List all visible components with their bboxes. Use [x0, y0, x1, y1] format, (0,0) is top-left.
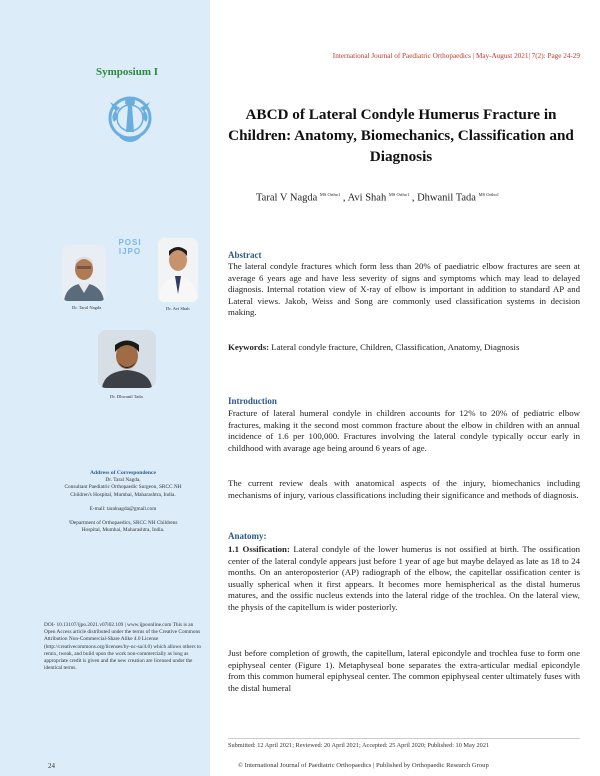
copyright-line: © International Journal of Paediatric Orthopaedics | Published by Orthopaedic Research Group — [238, 762, 489, 769]
correspondence-title: Address of Correspondence — [90, 470, 156, 476]
keywords-label: Keywords: — [228, 342, 270, 352]
abstract-heading: Abstract — [228, 250, 262, 260]
author-3: , Dhwanil Tada — [411, 192, 476, 204]
symposium-label: Symposium I — [96, 66, 159, 78]
introduction-heading: Introduction — [228, 396, 277, 406]
article-title: ABCD of Lateral Condyle Humerus Fracture in Children: Anatomy, Biomechanics, Classification and Diagnosis — [228, 106, 574, 165]
page-number: 24 — [48, 762, 55, 770]
affiliation-line1: ¹Department of Orthopaedics, SRCC NH Childrens — [68, 520, 178, 527]
author-photo-nagda — [62, 245, 106, 301]
photo-caption-nagda: Dr. Taral Nagda — [72, 305, 102, 310]
correspondence-email: E-mail: taralnagda@gmail.com — [89, 505, 157, 512]
logo-emblem-icon — [98, 88, 162, 152]
ossification-label: 1.1 Ossification: — [228, 544, 290, 554]
license-text: DOI- 10.13107/ijpo.2021.v07i02.109 | www.ijpoonline.com This is an Open Access article distributed under the terms of the Creative Commons Attribution Non-Commercial-Share Alike 4.0 License (http://creativecommons.org/licenses/by-nc-sa/4.0) which allows others to remix, tweak, and build upon the work non-commercially as long as appropriate credit is given and the new creation are licensed under the identical terms. — [44, 622, 202, 672]
author-3-sup: 1 — [496, 192, 499, 197]
author-2-degree: MS Ortho — [388, 192, 407, 197]
logo-text-posi: POSI — [118, 238, 142, 247]
author-2-sup: 1 — [406, 192, 410, 197]
author-1-degree: MS Ortho — [319, 192, 339, 197]
author-1-sup: 1 — [338, 192, 341, 197]
anatomy-p2: Just before completion of growth, the capitellum, lateral epicondyle and trochlea fuse to form one epiphyseal center (Figure 1). Metaphyseal bone separates the extra-articular medial epicondyle from this common humeral epiphyseal center. The common epiphyseal center ultimately fuses with the distal humeral — [228, 648, 580, 693]
photo-caption-shah: Dr. Avi Shah — [166, 306, 190, 311]
introduction-p1: Fracture of lateral humeral condyle in children accounts for 12% to 20% of pediatric elbow fractures, making it the second most common fracture about the elbow in children with an annual incidence of 1.6 per 100,000. Fractures involving the lateral condyle typically occur early in childhood with avarage age being around 6 years of age. — [228, 408, 580, 453]
correspondence-block — [38, 470, 208, 534]
footer-divider — [228, 738, 580, 739]
author-3-degree: MS Ortho — [478, 192, 497, 197]
logo-text-ijpo: IJPO — [118, 247, 142, 256]
correspondence-name: Dr. Taral Nagda, — [105, 477, 141, 484]
anatomy-p1 — [228, 544, 580, 613]
submission-dates: Submitted: 12 April 2021; Reviewed: 20 April 2021; Accepted: 25 April 2020; Published: 10 May 2021 — [228, 742, 490, 749]
affiliation-line2: Hospital, Mumbai, Maharashtra, India. — [81, 527, 165, 534]
author-photo-tada — [98, 330, 156, 388]
posi-ijpo-logo — [98, 88, 162, 256]
keywords-block — [228, 342, 580, 354]
author-photo-shah — [158, 238, 198, 302]
keywords-text: Lateral condyle fracture, Children, Classification, Anatomy, Diagnosis — [271, 342, 520, 352]
author-1: Taral V Nagda — [256, 192, 318, 204]
author-list — [256, 192, 499, 204]
author-2: , Avi Shah — [342, 192, 387, 204]
correspondence-line2: Children's Hospital, Mumbai, Maharashtra, India. — [70, 491, 176, 498]
anatomy-p1-text: Lateral condyle of the lower humerus is not ossified at birth. The ossification center of the lateral condyle appears just before 1 year of age but maybe delayed as late as 18 to 24 months. On an anteroposterior (AP) radiograph of the elbow, the capitellar ossification center is usually spherical when it first appears. It becomes more hemispherical as the distal humerus matures, and the ossific nucleus extends into the lateral ridge of the trochlea. On the lateral view, the physis of the capitellum is wider posteriorly. — [228, 544, 580, 612]
correspondence-line1: Consultant Paediatric Orthopaedic Surgeon, SRCC NH — [64, 484, 182, 491]
introduction-p2: The current review deals with anatomical aspects of the injury, biomechanics including mechanisms of injury, various classifications including their significance and methods of diagnosis. — [228, 478, 580, 500]
journal-header: International Journal of Paediatric Orthopaedics | May-August 2021| 7(2): Page 24-29 — [332, 52, 580, 60]
anatomy-heading: Anatomy: — [228, 531, 267, 541]
photo-caption-tada: Dr. Dhwanil Tada — [110, 394, 143, 399]
abstract-text: The lateral condyle fractures which form less than 20% of paediatric elbow fractures are seen at average 6 years age and have less severity of signs and symptoms which may lead to delayed diagnosis. Internal rotation view of X-ray of elbow is important in addition to standard AP and Lateral views. Jakob, Weiss and Song are commonly used classification systems in decision making. — [228, 261, 580, 317]
